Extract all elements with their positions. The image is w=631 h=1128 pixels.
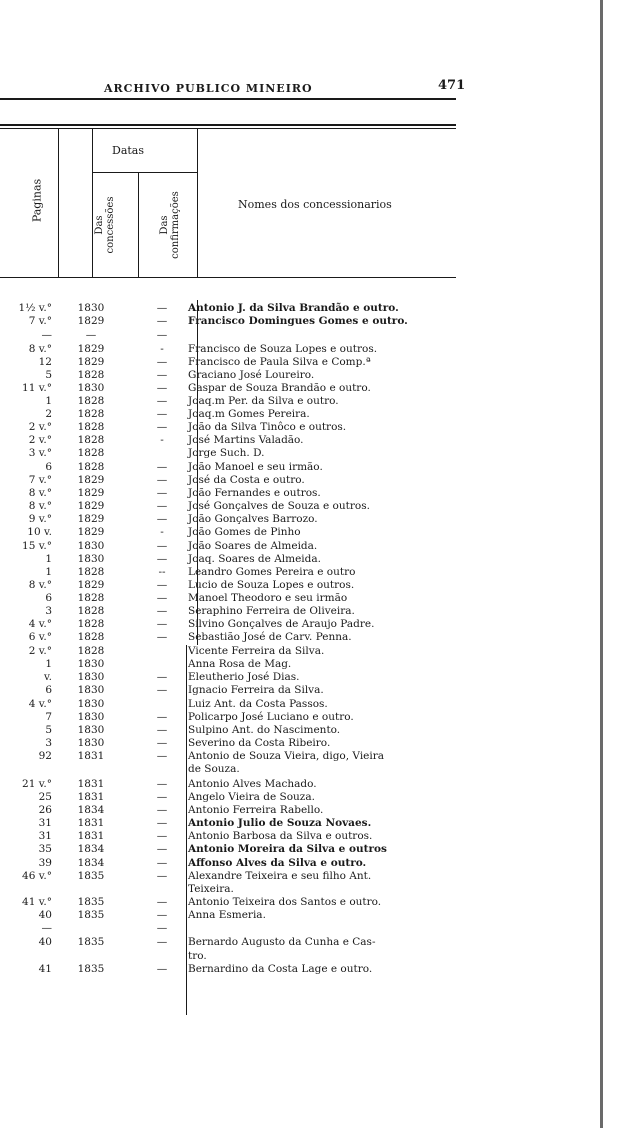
confirmacao-cell: — [156, 857, 168, 869]
concessao-cell: 1829 [77, 500, 105, 512]
pagina-cell: 2 [45, 408, 52, 420]
confirmacao-cell: — [156, 618, 168, 630]
pagina-cell: 1 [45, 658, 52, 670]
pagina-cell: 8 v.° [28, 343, 52, 355]
table-row [0, 684, 470, 697]
concessao-cell: 1828 [77, 395, 105, 407]
table-row [0, 356, 470, 369]
pagina-cell: 7 v.° [28, 474, 52, 486]
concessionario-cell: Alexandre Teixeira e seu filho Ant. [188, 870, 372, 882]
pagina-cell: 6 v.° [28, 631, 52, 643]
concessao-cell: 1829 [77, 579, 105, 591]
pagina-cell: 25 [38, 791, 52, 803]
column-header-concessoes [94, 190, 116, 260]
confirmacao-cell: — [156, 487, 168, 499]
confirmacao-cell: — [156, 605, 168, 617]
concessao-cell: 1828 [77, 369, 105, 381]
concessao-cell: 1830 [77, 671, 105, 683]
pagina-cell: 9 v.° [28, 513, 52, 525]
confirmacao-cell: — [156, 870, 168, 882]
page-number: 471 [438, 78, 466, 93]
pagina-cell: 5 [45, 369, 52, 381]
pagina-cell: 12 [38, 356, 52, 368]
table-row [0, 830, 470, 843]
table-row [0, 526, 470, 539]
concessao-cell: 1828 [77, 421, 105, 433]
pagina-cell: 1 [45, 395, 52, 407]
pagina-cell: 31 [38, 817, 52, 829]
concessionario-cell: José Martins Valadão. [188, 434, 304, 446]
concessionario-cell: Anna Esmeria. [188, 909, 266, 921]
concessao-cell: 1830 [77, 684, 105, 696]
column-divider [197, 129, 198, 277]
concessionario-cell: Sebastião José de Carv. Penna. [188, 631, 352, 643]
table-row [0, 950, 470, 963]
table-row [0, 843, 470, 856]
concessao-cell: 1835 [77, 896, 105, 908]
concessionario-cell: Eleutherio José Dias. [188, 671, 300, 683]
pagina-cell: 26 [38, 804, 52, 816]
confirmacao-cell: — [156, 791, 168, 803]
confirmacao-cell: — [156, 843, 168, 855]
concessionario-cell: Lucio de Souza Lopes e outros. [188, 579, 355, 591]
table-row [0, 963, 470, 976]
confirmacao-cell: - [160, 434, 164, 446]
pagina-cell: 3 [45, 605, 52, 617]
confirmacao-cell: — [156, 579, 168, 591]
pagina-cell: 46 v.° [22, 870, 52, 882]
concessionario-cell: Silvino Gonçalves de Araujo Padre. [188, 618, 375, 630]
pagina-cell: 40 [38, 909, 52, 921]
concessionario-cell: de Souza. [188, 763, 240, 775]
confirmacao-cell: — [156, 804, 168, 816]
confirmacao-cell: — [156, 830, 168, 842]
concessionario-cell: Angelo Vieira de Souza. [188, 791, 315, 803]
concessionario-cell: Francisco Domingues Gomes e outro. [188, 315, 408, 327]
page-edge-line [600, 0, 603, 1128]
confirmacao-cell: — [156, 315, 168, 327]
column-divider [58, 129, 59, 277]
concessao-cell: 1830 [77, 540, 105, 552]
pagina-cell: 7 [45, 711, 52, 723]
table-row [0, 936, 470, 949]
concessionario-cell: Bernardino da Costa Lage e outro. [188, 963, 373, 975]
concessionario-cell: Manoel Theodoro e seu irmão [188, 592, 348, 604]
pagina-cell: 1 [45, 553, 52, 565]
concessionario-cell: João da Silva Tinôco e outros. [188, 421, 347, 433]
table-row [0, 382, 470, 395]
concessao-cell: 1835 [77, 870, 105, 882]
table-row [0, 461, 470, 474]
table-row [0, 870, 470, 883]
confirmacao-cell: — [156, 592, 168, 604]
table-row [0, 857, 470, 870]
concessao-cell: 1828 [77, 447, 105, 459]
pagina-cell: 4 v.° [28, 698, 52, 710]
concessionario-cell: Teixeira. [188, 883, 234, 895]
table-row [0, 671, 470, 684]
concessao-cell: 1831 [77, 830, 105, 842]
concessionario-cell: Anna Rosa de Mag. [188, 658, 292, 670]
confirmacao-cell: — [156, 631, 168, 643]
table-row [0, 343, 470, 356]
table-row [0, 369, 470, 382]
pagina-cell: 8 v.° [28, 579, 52, 591]
pagina-cell: 4 v.° [28, 618, 52, 630]
running-header-title: ARCHIVO PUBLICO MINEIRO [104, 82, 313, 95]
concessao-cell: 1835 [77, 909, 105, 921]
table-row [0, 804, 470, 817]
concessionario-cell: Gaspar de Souza Brandão e outro. [188, 382, 371, 394]
concessao-cell: 1829 [77, 487, 105, 499]
concessao-cell: 1830 [77, 698, 105, 710]
confirmacao-cell: — [156, 513, 168, 525]
table-row [0, 883, 470, 896]
pagina-cell: 2 v.° [28, 434, 52, 446]
confirmacao-cell: — [156, 737, 168, 749]
table-row [0, 605, 470, 618]
confirmacao-cell: — [156, 671, 168, 683]
table-row [0, 566, 470, 579]
concessionario-cell: João Gomes de Pinho [188, 526, 301, 538]
confirmacao-cell: — [156, 421, 168, 433]
concessao-cell: 1828 [77, 592, 105, 604]
confirmacao-cell: — [156, 369, 168, 381]
concessao-cell: 1828 [77, 408, 105, 420]
confirmacao-cell: — [156, 382, 168, 394]
concessao-cell: 1831 [77, 817, 105, 829]
table-row [0, 618, 470, 631]
table-row [0, 750, 470, 763]
confirmacao-cell: — [156, 329, 168, 341]
concessoes-line-1: Das [94, 215, 105, 235]
concessionario-cell: Antonio Moreira da Silva e outros [188, 843, 387, 855]
concessao-cell: 1834 [77, 804, 105, 816]
concessionario-cell: Antonio de Souza Vieira, digo, Vieira [188, 750, 385, 762]
confirmacao-cell: — [156, 963, 168, 975]
concessao-cell: 1835 [77, 963, 105, 975]
concessionario-cell: Vicente Ferreira da Silva. [188, 645, 325, 657]
concessao-cell: 1830 [77, 302, 105, 314]
pagina-cell: 92 [38, 750, 52, 762]
concessionario-cell: Jorge Such. D. [188, 447, 265, 459]
column-header-confirmacoes [159, 185, 181, 265]
table-row [0, 737, 470, 750]
confirmacao-cell: — [156, 302, 168, 314]
concessao-cell: 1828 [77, 566, 105, 578]
column-header-datas: Datas [112, 144, 145, 157]
concessionario-cell: Bernardo Augusto da Cunha e Cas- [188, 936, 376, 948]
concessao-cell: 1828 [77, 461, 105, 473]
concessao-cell: 1829 [77, 513, 105, 525]
concessionario-cell: Antonio Teixeira dos Santos e outro. [188, 896, 382, 908]
confirmacao-cell: — [156, 778, 168, 790]
table-top-rule-thin [0, 128, 456, 129]
confirmacao-cell: - [160, 343, 164, 355]
confirmacao-cell: — [156, 553, 168, 565]
pagina-cell: 15 v.° [22, 540, 52, 552]
confirmacao-cell: — [156, 909, 168, 921]
concessionario-cell: Antonio J. da Silva Brandão e outro. [188, 302, 399, 314]
table-row [0, 395, 470, 408]
concessao-cell: 1830 [77, 724, 105, 736]
pagina-cell: 6 [45, 684, 52, 696]
concessionario-cell: João Gonçalves Barrozo. [188, 513, 318, 525]
pagina-cell: 6 [45, 592, 52, 604]
table-row [0, 698, 470, 711]
confirmacao-cell: — [156, 408, 168, 420]
concessao-cell: 1828 [77, 631, 105, 643]
pagina-cell: 41 v.° [22, 896, 52, 908]
concessionario-cell: João Soares de Almeida. [188, 540, 318, 552]
concessao-cell: 1829 [77, 526, 105, 538]
column-header-paginas: Paginas [30, 178, 44, 223]
column-divider [92, 129, 93, 277]
concessionario-cell: João Fernandes e outros. [188, 487, 321, 499]
concessao-cell: 1828 [77, 434, 105, 446]
confirmacao-cell: - [160, 526, 164, 538]
concessao-cell: 1830 [77, 711, 105, 723]
concessionario-cell: Joaq.m Per. da Silva e outro. [188, 395, 339, 407]
pagina-cell: 39 [38, 857, 52, 869]
confirmacao-cell: — [156, 896, 168, 908]
table-row [0, 658, 470, 671]
confirmacao-cell: — [156, 461, 168, 473]
pagina-cell: v. [43, 671, 52, 683]
concessionario-cell: Leandro Gomes Pereira e outro [188, 566, 356, 578]
table-row [0, 302, 470, 315]
concessao-cell: 1830 [77, 658, 105, 670]
pagina-cell: 31 [38, 830, 52, 842]
confirmacao-cell: — [156, 684, 168, 696]
header-rule [0, 98, 456, 100]
table-top-rule [0, 124, 456, 126]
concessao-cell: 1828 [77, 645, 105, 657]
pagina-cell: 8 v.° [28, 500, 52, 512]
concessionario-cell: João Manoel e seu irmão. [188, 461, 323, 473]
confirmacao-cell: — [156, 711, 168, 723]
concessao-cell: 1829 [77, 474, 105, 486]
pagina-cell: 3 [45, 737, 52, 749]
table-row [0, 724, 470, 737]
table-row [0, 631, 470, 644]
pagina-cell: 7 v.° [28, 315, 52, 327]
concessao-cell: 1828 [77, 618, 105, 630]
concessao-cell: 1829 [77, 356, 105, 368]
table-row [0, 500, 470, 513]
concessionario-cell: José da Costa e outro. [188, 474, 305, 486]
pagina-cell: 10 v. [27, 526, 52, 538]
table-row [0, 447, 470, 460]
concessao-cell: 1835 [77, 936, 105, 948]
table-row [0, 896, 470, 909]
pagina-cell: 11 v.° [22, 382, 52, 394]
pagina-cell: 21 v.° [22, 778, 52, 790]
concessionario-cell: Antonio Julio de Souza Novaes. [188, 817, 372, 829]
concessionario-cell: Francisco de Paula Silva e Comp.ª [188, 356, 371, 368]
confirmacoes-line-1: Das [159, 215, 170, 235]
concessao-cell: 1828 [77, 605, 105, 617]
concessao-cell: 1831 [77, 750, 105, 762]
confirmacao-cell: — [156, 817, 168, 829]
table-row [0, 592, 470, 605]
confirmacoes-line-2: confirmações [170, 191, 181, 259]
pagina-cell: 3 v.° [28, 447, 52, 459]
pagina-cell: 40 [38, 936, 52, 948]
confirmacao-cell: — [156, 936, 168, 948]
concessao-cell: 1830 [77, 737, 105, 749]
pagina-cell: 6 [45, 461, 52, 473]
concessionario-cell: tro. [188, 950, 207, 962]
pagina-cell: 5 [45, 724, 52, 736]
concessao-cell: 1830 [77, 553, 105, 565]
table-header-rule [0, 277, 456, 278]
pagina-cell: 2 v.° [28, 421, 52, 433]
table-row [0, 487, 470, 500]
concessionario-cell: Ignacio Ferreira da Silva. [188, 684, 324, 696]
table-row [0, 817, 470, 830]
concessionario-cell: Joaq.m Gomes Pereira. [188, 408, 310, 420]
table-row [0, 909, 470, 922]
confirmacao-cell: — [156, 724, 168, 736]
confirmacao-cell: — [156, 474, 168, 486]
table-row [0, 329, 470, 342]
concessionario-cell: Francisco de Souza Lopes e outros. [188, 343, 378, 355]
table-row [0, 553, 470, 566]
concessao-cell: 1834 [77, 857, 105, 869]
table-row [0, 315, 470, 328]
table-row [0, 763, 470, 776]
table-row [0, 474, 470, 487]
concessoes-line-2: concessões [105, 196, 116, 254]
table-row [0, 711, 470, 724]
concessionario-cell: Policarpo José Luciano e outro. [188, 711, 354, 723]
column-divider [138, 172, 139, 277]
confirmacao-cell: — [156, 395, 168, 407]
concessao-cell: 1831 [77, 778, 105, 790]
pagina-cell: 41 [38, 963, 52, 975]
pagina-cell: — [41, 922, 52, 934]
confirmacao-cell: — [156, 750, 168, 762]
column-header-nomes: Nomes dos concessionarios [238, 198, 392, 211]
concessionario-cell: Antonio Alves Machado. [188, 778, 317, 790]
pagina-cell: — [41, 329, 52, 341]
table-row [0, 540, 470, 553]
confirmacao-cell: — [156, 540, 168, 552]
table-row [0, 922, 470, 935]
concessao-cell: 1831 [77, 791, 105, 803]
pagina-cell: 1 [45, 566, 52, 578]
concessionario-cell: Joaq. Soares de Almeida. [188, 553, 321, 565]
concessionario-cell: Severino da Costa Ribeiro. [188, 737, 331, 749]
table-row [0, 513, 470, 526]
concessionario-cell: Antonio Barbosa da Silva e outros. [188, 830, 373, 842]
table-row [0, 645, 470, 658]
table-row [0, 434, 470, 447]
datas-rule [92, 172, 197, 173]
concessionario-cell: Sulpino Ant. do Nascimento. [188, 724, 341, 736]
concessao-cell: 1829 [77, 343, 105, 355]
concessao-cell: 1830 [77, 382, 105, 394]
concessionario-cell: José Gonçalves de Souza e outros. [188, 500, 370, 512]
concessionario-cell: Antonio Ferreira Rabello. [188, 804, 324, 816]
confirmacao-cell: — [156, 356, 168, 368]
table-row [0, 579, 470, 592]
concessao-cell: — [85, 329, 97, 341]
table-row [0, 778, 470, 791]
concessao-cell: 1829 [77, 315, 105, 327]
pagina-cell: 1½ v.° [18, 302, 52, 314]
confirmacao-cell: — [156, 922, 168, 934]
concessionario-cell: Graciano José Loureiro. [188, 369, 315, 381]
pagina-cell: 35 [38, 843, 52, 855]
concessionario-cell: Affonso Alves da Silva e outro. [188, 857, 367, 869]
table-row [0, 421, 470, 434]
concessionario-cell: Luiz Ant. da Costa Passos. [188, 698, 328, 710]
table-row [0, 791, 470, 804]
table-row [0, 408, 470, 421]
confirmacao-cell: -- [158, 566, 166, 578]
pagina-cell: 2 v.° [28, 645, 52, 657]
concessionario-cell: Seraphino Ferreira de Oliveira. [188, 605, 355, 617]
pagina-cell: 8 v.° [28, 487, 52, 499]
concessao-cell: 1834 [77, 843, 105, 855]
confirmacao-cell: — [156, 500, 168, 512]
